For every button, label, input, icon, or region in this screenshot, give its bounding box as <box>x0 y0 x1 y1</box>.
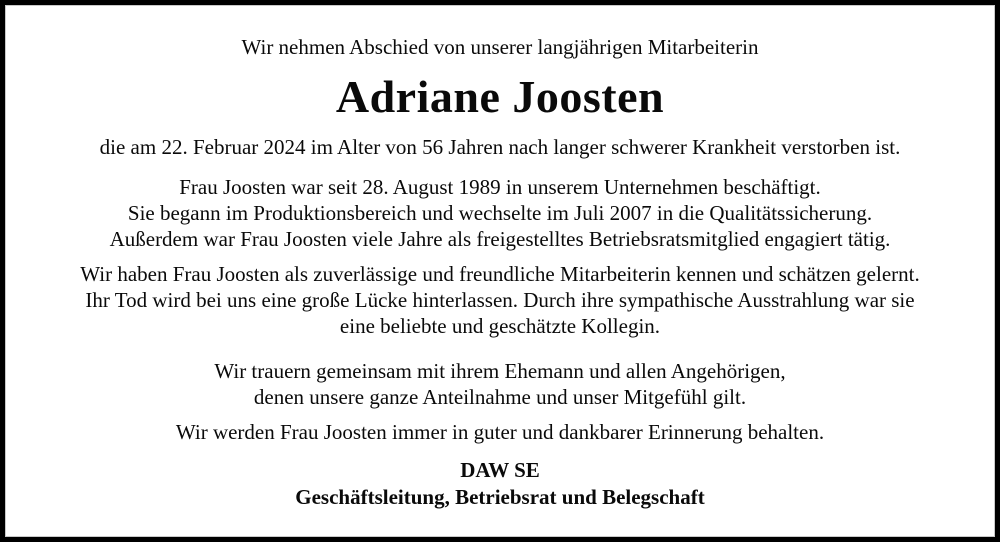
appreciation-line-2: Ihr Tod wird bei uns eine große Lücke hinterlassen. Durch ihre sympathische Ausstrahlung war sie <box>85 288 915 312</box>
intro-line: Wir nehmen Abschied von unserer langjährigen Mitarbeiterin <box>241 35 759 59</box>
employment-line-1: Frau Joosten war seit 28. August 1989 in unserem Unternehmen beschäftigt. <box>179 175 821 199</box>
company-name: DAW SE <box>460 458 540 482</box>
appreciation-paragraph <box>5 261 995 339</box>
employment-line-3: Außerdem war Frau Joosten viele Jahre als freigestelltes Betriebsratsmitglied engagiert tätig. <box>109 227 891 251</box>
employment-line-2: Sie begann im Produktionsbereich und wechselte im Juli 2007 in die Qualitätssicherung. <box>127 201 873 225</box>
condolence-paragraph <box>5 358 995 410</box>
appreciation-line-1: Wir haben Frau Joosten als zuverlässige und freundliche Mitarbeiterin kennen und schätzen gelernt. <box>80 262 920 286</box>
condolence-line-1: Wir trauern gemeinsam mit ihrem Ehemann und allen Angehörigen, <box>214 359 786 383</box>
deceased-name: Adriane Joosten <box>335 71 665 122</box>
signature-block <box>5 457 995 511</box>
death-details-line: die am 22. Februar 2024 im Alter von 56 Jahren nach langer schwerer Krankheit verstorben ist. <box>99 135 901 159</box>
signature-line: Geschäftsleitung, Betriebsrat und Belegschaft <box>295 485 705 509</box>
condolence-line-2: denen unsere ganze Anteilnahme und unser Mitgefühl gilt. <box>253 385 747 409</box>
remembrance-line: Wir werden Frau Joosten immer in guter und dankbarer Erinnerung behalten. <box>175 420 825 444</box>
employment-paragraph <box>5 174 995 252</box>
appreciation-line-3: eine beliebte und geschätzte Kollegin. <box>339 314 661 338</box>
